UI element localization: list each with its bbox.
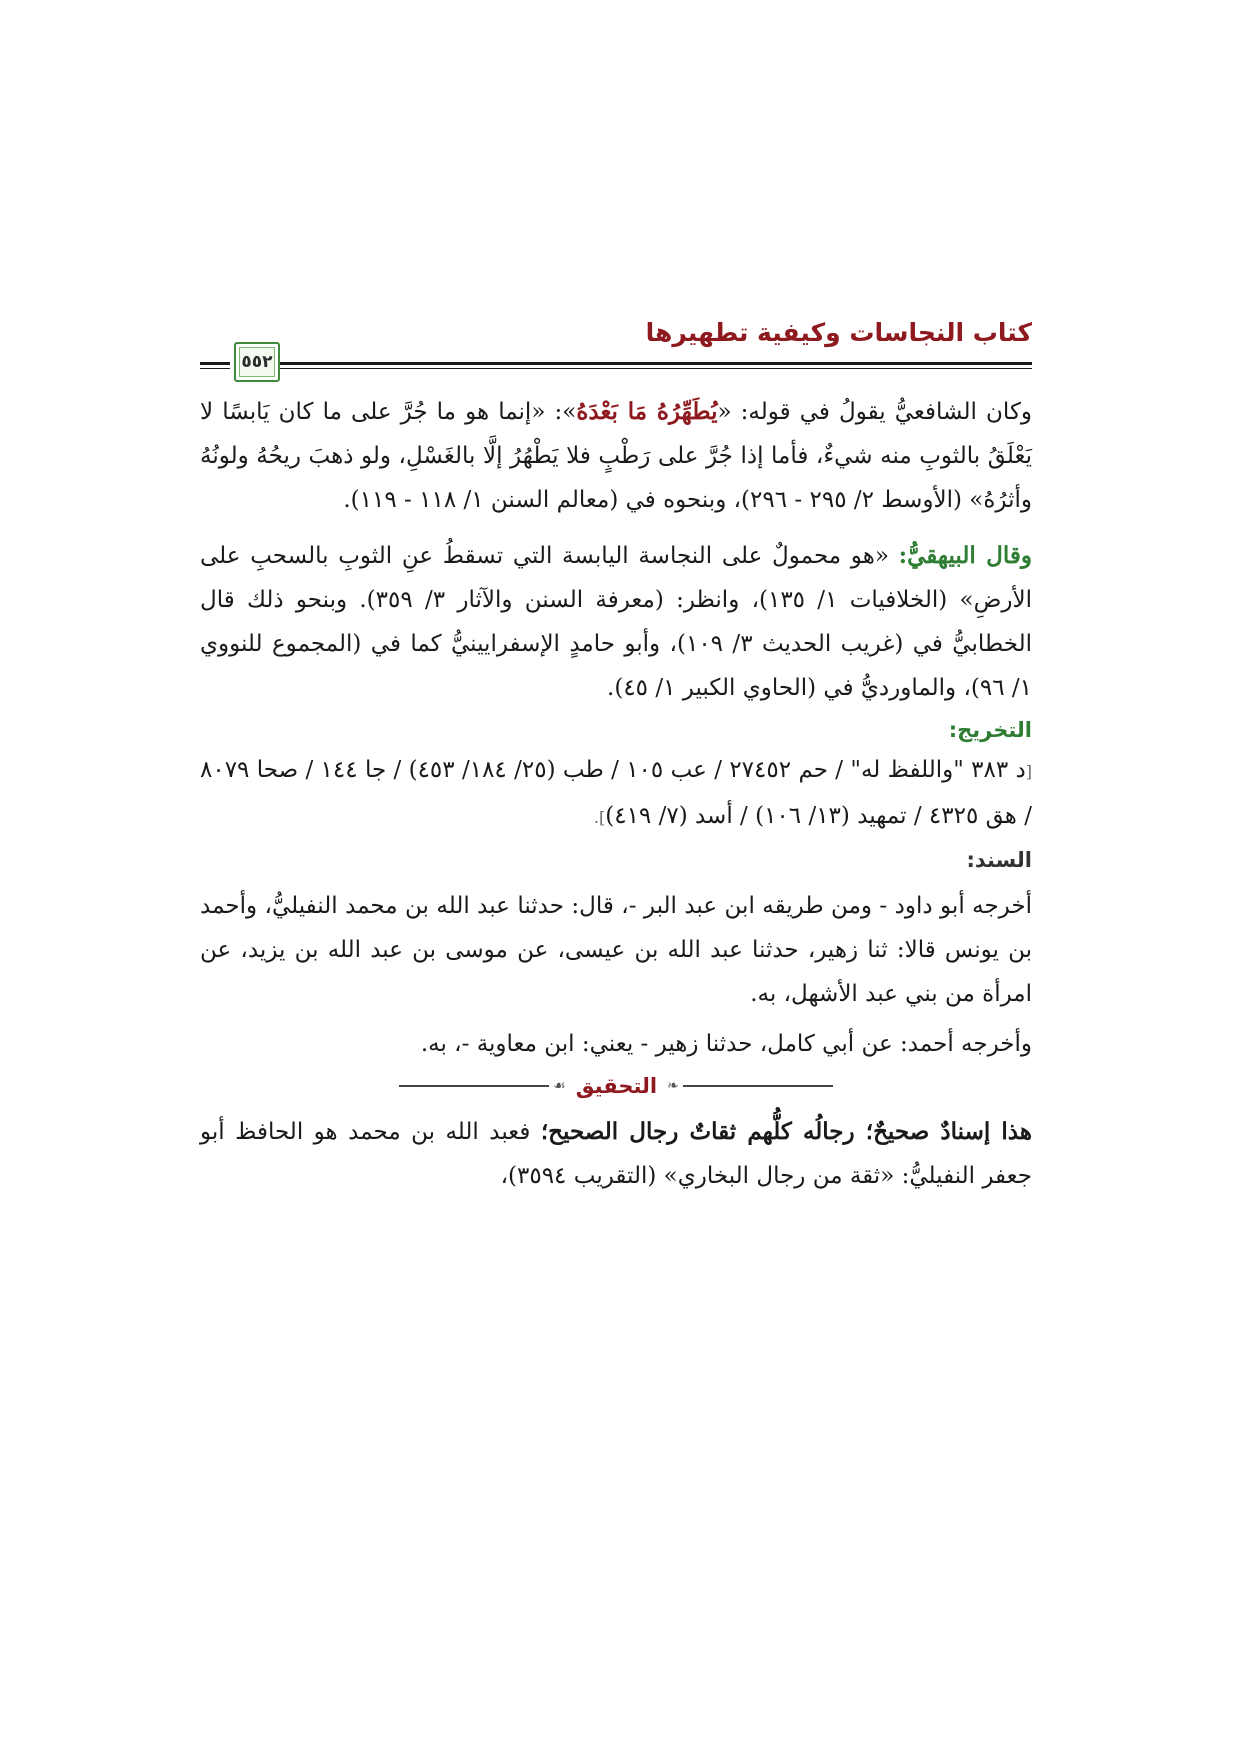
divider-line-right	[683, 1085, 833, 1087]
page-header	[200, 318, 1032, 384]
takhrij-text: د ٣٨٣ "واللفظ له" / حم ٢٧٤٥٢ / عب ١٠٥ / طب (٢٥/ ١٨٤/ ٤٥٣) / جا ١٤٤ / صحا ٨٠٧٩ / هق ٤٣٢٥ / تمهيد (١٣/ ١٠٦) / أسد (٧/ ٤١٩)	[200, 757, 1032, 829]
takhrij-open-bracket: [	[1025, 762, 1033, 781]
header-rule-left-thin	[200, 368, 230, 369]
shafii-paragraph	[200, 390, 1032, 522]
tahqiq-verdict: هذا إسنادٌ صحيحٌ؛ رجالُه كلُّهم ثقاتٌ رجال الصحيح؛	[540, 1118, 1032, 1145]
header-rule	[280, 362, 1032, 365]
tahqiq-label: التحقيق	[575, 1074, 658, 1098]
shafii-lead: وكان الشافعيُّ يقولُ في قوله: «	[717, 399, 1032, 425]
tahqiq-divider	[200, 1072, 1032, 1100]
page-number-badge: ٥٥٢	[234, 342, 280, 382]
book-title: كتاب النجاسات وكيفية تطهيرها	[645, 318, 1032, 347]
divider-line-left	[399, 1085, 549, 1087]
tahqiq-text: فعبد الله بن محمد هو الحافظ أبو جعفر النفيليُّ: «ثقة من رجال البخاري» (التقريب ٣٥٩٤)،	[200, 1119, 1032, 1189]
sanad-paragraph-2: وأخرجه أحمد: عن أبي كامل، حدثنا زهير - يعني: ابن معاوية -، به.	[420, 1031, 1032, 1057]
ornament-icon: ☙	[553, 1078, 566, 1094]
takhrij-close-bracket: ].	[593, 808, 606, 827]
tahqiq-paragraph	[200, 1110, 1032, 1198]
sanad-paragraph-1: أخرجه أبو داود - ومن طريقه ابن عبد البر -، قال: حدثنا عبد الله بن محمد النفيليُّ، وأحمد بن يونس قالا: ثنا زهير، حدثنا عبد الله بن عيسى، عن موسى بن عبد الله بن يزيد، عن امرأة من بني عبد الأشهل، به.	[200, 893, 1032, 1007]
ornament-icon: ❧	[667, 1078, 679, 1094]
sanad-heading: السند:	[966, 848, 1032, 872]
page	[200, 318, 1032, 1198]
shafii-rest: »: «إنما هو ما جُرَّ على ما كان يَابسًا لا يَعْلَقُ بالثوبِ منه شيءٌ، فأما إذا جُرَّ على رَطْبٍ فلا يَطْهُرُ إلَّا بالغَسْلِ، ولو ذهبَ ريحُهُ ولونُهُ وأثرُهُ» (الأوسط ٢/ ٢٩٥ - ٢٩٦)، وبنحوه في (معالم السنن ١/ ١١٨ - ١١٩).	[200, 399, 1032, 513]
bayhaqi-text: «هو محمولٌ على النجاسة اليابسة التي تسقطُ عنِ الثوبِ بالسحبِ على الأرضِ» (الخلافيات ١/ ١٣٥)، وانظر: (معرفة السنن والآثار ٣/ ٣٥٩). وبنحو ذلك قال الخطابيُّ في (غريب الحديث ٣/ ١٠٩)، وأبو حامدٍ الإسفرايينيُّ كما في (المجموع للنووي ١/ ٩٦)، والماورديُّ في (الحاوي الكبير ١/ ٤٥).	[200, 543, 1033, 701]
header-rule-thin	[280, 368, 1032, 369]
bayhaqi-paragraph	[200, 534, 1032, 710]
header-rule-left	[200, 362, 230, 365]
takhrij-heading: التخريج:	[948, 718, 1032, 742]
bayhaqi-speaker: وقال البيهقيُّ:	[898, 542, 1032, 569]
takhrij-paragraph	[200, 748, 1032, 840]
hadith-quote: يُطَهِّرُهُ مَا بَعْدَهُ	[576, 398, 718, 425]
